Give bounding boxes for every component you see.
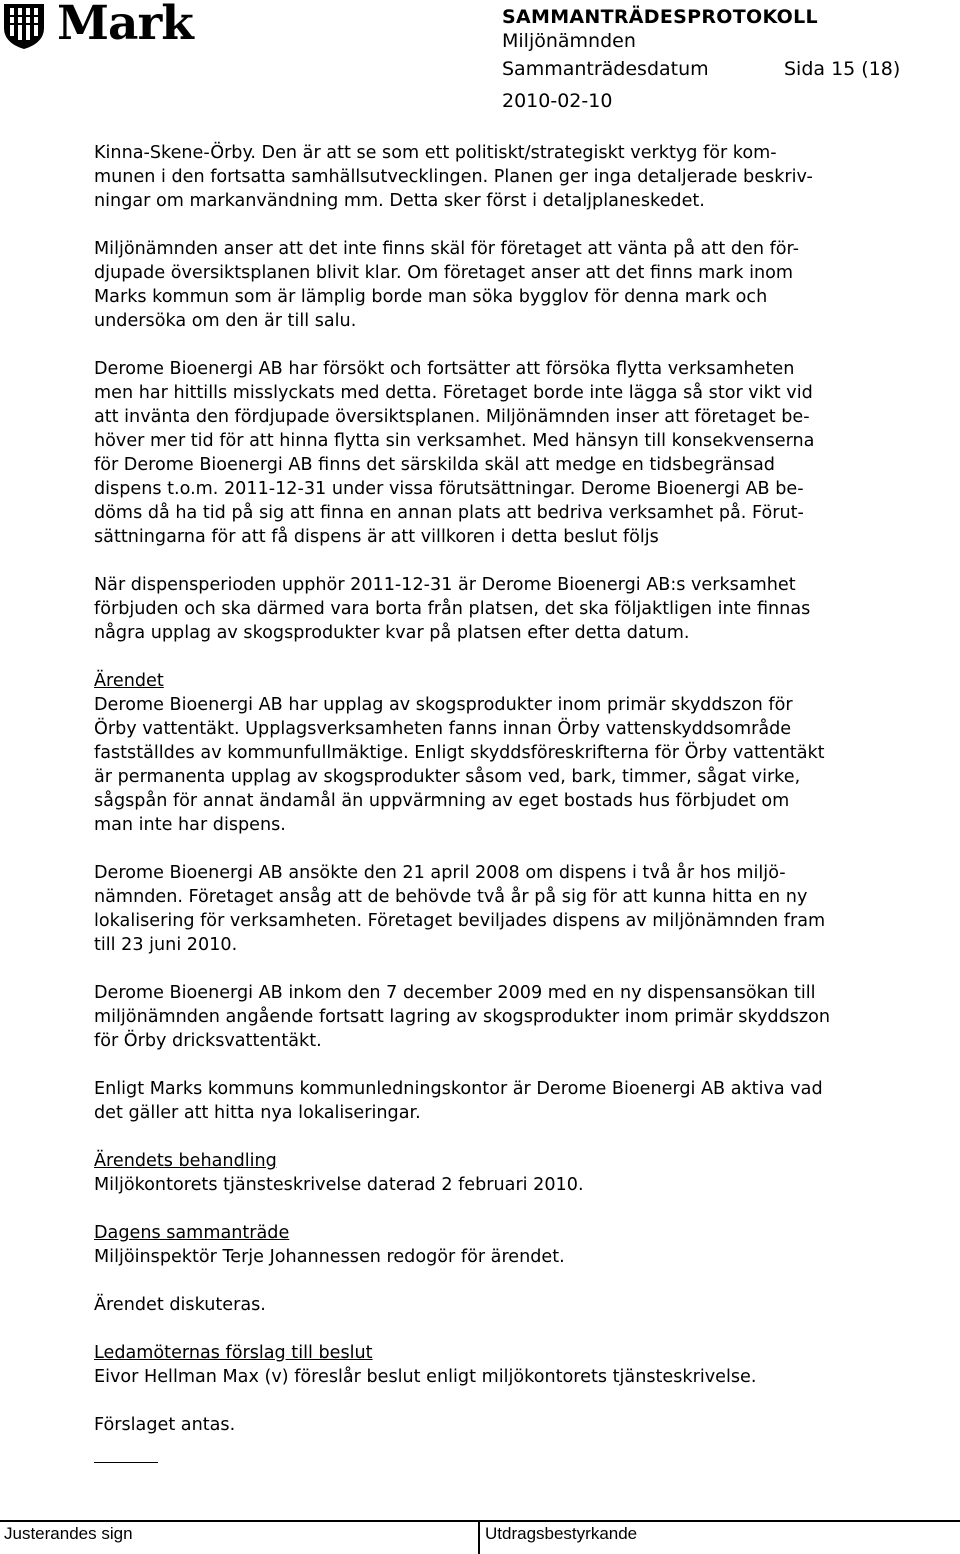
heading-dagens: Dagens sammanträde bbox=[94, 1223, 290, 1243]
protocol-body bbox=[94, 141, 934, 1437]
coat-of-arms-icon bbox=[2, 2, 46, 50]
paragraph-intro: Kinna-Skene-Örby. Den är att se som ett politiskt/strategiskt verktyg för kom- munen i den fortsatta samhällsutvecklingen. Planen ger inga detaljerade beskriv- ningar om markanvändning mm. Detta sker först i detaljplaneskedet. bbox=[94, 143, 813, 211]
footer-divider bbox=[478, 1520, 480, 1554]
heading-behandling: Ärendets behandling bbox=[94, 1151, 277, 1171]
document-type: SAMMANTRÄDESPROTOKOLL bbox=[502, 6, 818, 28]
section-dagens: Dagens sammanträde Miljöinspektör Terje Johannessen redogör för ärendet. bbox=[94, 1221, 934, 1269]
footer-rule bbox=[0, 1520, 960, 1522]
paragraph-dispensation-end: När dispensperioden upphör 2011-12-31 är Derome Bioenergi AB:s verksamhet förbjuden och ska därmed vara borta från platsen, det ska följaktligen inte finnas några upplag av skogsprodukter kvar på platsen efter detta datum. bbox=[94, 575, 811, 643]
footer-signature-label: Justerandes sign bbox=[4, 1524, 133, 1543]
meeting-date: 2010-02-10 bbox=[502, 90, 613, 112]
heading-arendet: Ärendet bbox=[94, 671, 164, 691]
section-forslag: Ledamöternas förslag till beslut Eivor Hellman Max (v) föreslår beslut enligt miljökontorets tjänsteskrivelse. bbox=[94, 1341, 934, 1389]
heading-forslag: Ledamöternas förslag till beslut bbox=[94, 1343, 373, 1363]
paragraph-board-opinion: Miljönämnden anser att det inte finns skäl för företaget att vänta på att den för- djupade översiktsplanen blivit klar. Om företaget anser att det finns mark inom Marks kommun som är lämplig borde man söka bygglov för denna mark och undersöka om den är till salu. bbox=[94, 239, 799, 331]
footer-certification-label: Utdragsbestyrkande bbox=[485, 1524, 638, 1543]
section-behandling: Ärendets behandling Miljökontorets tjänsteskrivelse daterad 2 februari 2010. bbox=[94, 1149, 934, 1197]
end-rule bbox=[94, 1462, 158, 1463]
paragraph-adopted: Förslaget antas. bbox=[94, 1415, 236, 1435]
board-name: Miljönämnden bbox=[502, 30, 636, 52]
logo-wordmark: Mark bbox=[57, 0, 193, 51]
section-arendet: Ärendet Derome Bioenergi AB har upplag av skogsprodukter inom primär skyddszon för Örby vattentäkt. Upplagsverksamheten fanns innan Örby vattenskyddsområde fastställdes av kommunfullmäktige. Enligt skyddsföreskrifterna för Örby vattentäkt är permanenta upplag av skogsprodukter såsom ved, bark, timmer, sågat virke, sågspån för annat ändamål än uppvärmning av eget bostads hus förbjudet om man inte har dispens. bbox=[94, 669, 934, 837]
page-number: Sida 15 (18) bbox=[784, 58, 901, 80]
meeting-date-label: Sammanträdesdatum bbox=[502, 58, 709, 80]
paragraph-application-2009: Derome Bioenergi AB inkom den 7 december 2009 med en ny dispensansökan till miljönämnden angående fortsatt lagring av skogsprodukter inom primär skyddszon för Örby dricksvattentäkt. bbox=[94, 983, 831, 1051]
paragraph-relocation: Derome Bioenergi AB har försökt och fortsätter att försöka flytta verksamheten men har hittills misslyckats med detta. Företaget borde inte lägga så stor vikt vid att invänta den fördjupade översiktsplanen. Miljönämnden inser att företaget be- höver mer tid för att hinna flytta sin verksamhet. Med hänsyn till konsekvenserna för Derome Bioenergi AB finns det särskilda skäl att medge en tidsbegränsad dispens t.o.m. 2011-12-31 under vissa förutsättningar. Derome Bioenergi AB be- döms då ha tid på sig att finna en annan plats att bedriva verksamhet på. Förut- sättningarna för att få dispens är att villkoren i detta beslut följs bbox=[94, 359, 815, 547]
paragraph-localisation: Enligt Marks kommuns kommunledningskontor är Derome Bioenergi AB aktiva vad det gäller att hitta nya lokaliseringar. bbox=[94, 1079, 823, 1123]
paragraph-discussed: Ärendet diskuteras. bbox=[94, 1295, 266, 1315]
paragraph-application-2008: Derome Bioenergi AB ansökte den 21 april 2008 om dispens i två år hos miljö- nämnden. Företaget ansåg att de behövde två år på sig för att kunna hitta en ny lokalisering för verksamheten. Företaget beviljades dispens av miljönämnden fram till 23 juni 2010. bbox=[94, 863, 826, 955]
municipality-logo bbox=[0, 0, 260, 54]
